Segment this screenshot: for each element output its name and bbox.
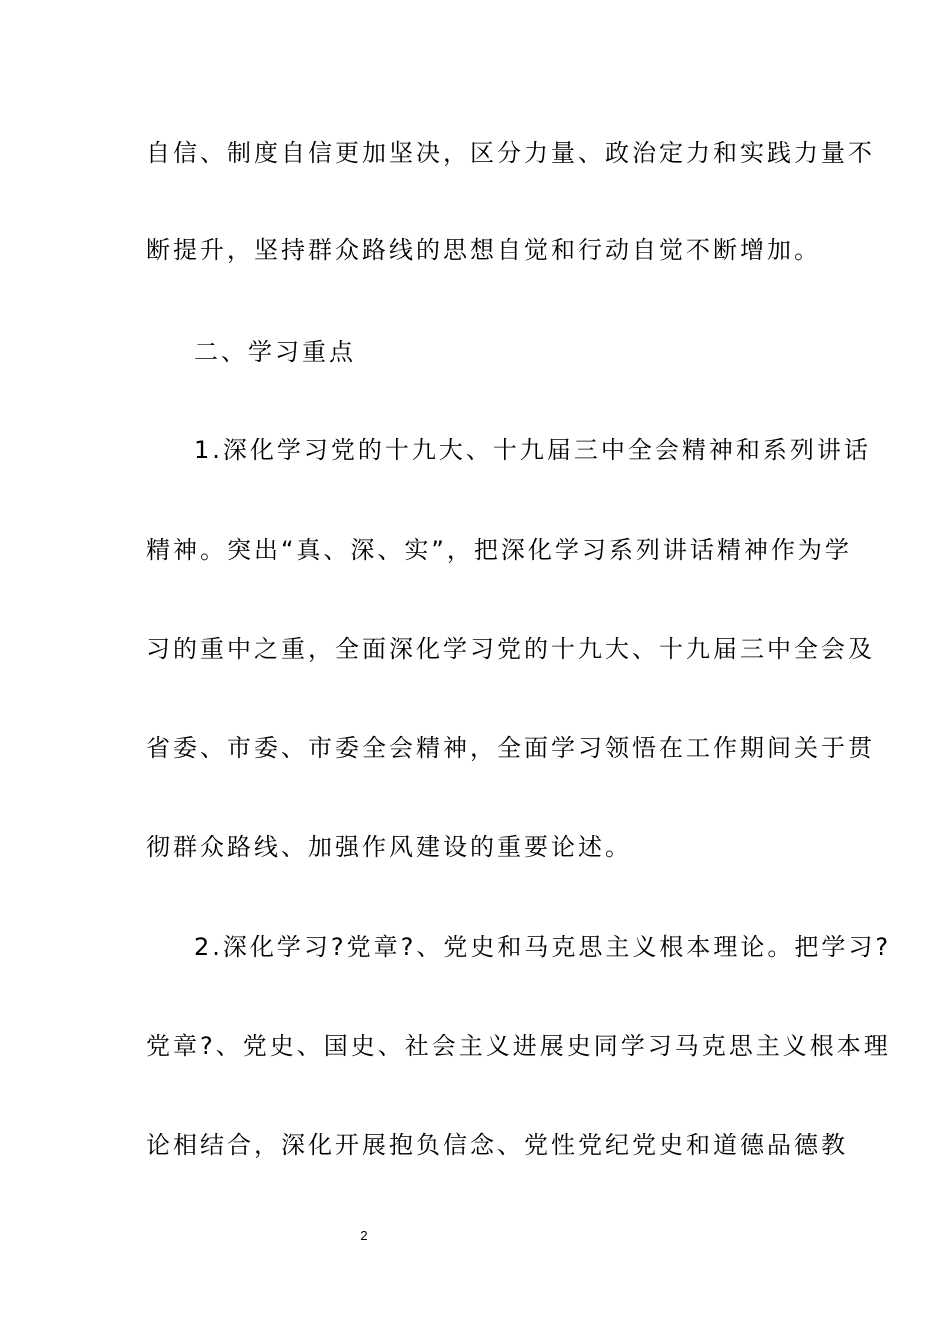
paragraph-line-10: 论相结合，深化开展抱负信念、党性党纪党史和道德品德教 (146, 1131, 848, 1159)
page-number: 2 (360, 1228, 368, 1243)
paragraph-line-4: 精神。突出“真、深、实”，把深化学习系列讲话精神作为学 (146, 536, 852, 564)
paragraph-line-6: 省委、市委、市委全会精神，全面学习领悟在工作期间关于贯 (146, 734, 875, 762)
paragraph-line-3: 1.深化学习党的十九大、十九届三中全会精神和系列讲话 (194, 436, 871, 464)
paragraph-line-5: 习的重中之重，全面深化学习党的十九大、十九届三中全会及 (146, 635, 875, 663)
paragraph-line-7: 彻群众路线、加强作风建设的重要论述。 (146, 833, 632, 861)
section-heading: 二、学习重点 (194, 338, 356, 366)
paragraph-line-2: 断提升，坚持群众路线的思想自觉和行动自觉不断增加。 (146, 236, 821, 264)
paragraph-line-8: 2.深化学习?党章?、党史和马克思主义根本理论。把学习? (194, 933, 892, 961)
paragraph-line-9: 党章?、党史、国史、社会主义进展史同学习马克思主义根本理 (146, 1032, 891, 1060)
paragraph-line-1: 自信、制度自信更加坚决，区分力量、政治定力和实践力量不 (146, 139, 875, 167)
